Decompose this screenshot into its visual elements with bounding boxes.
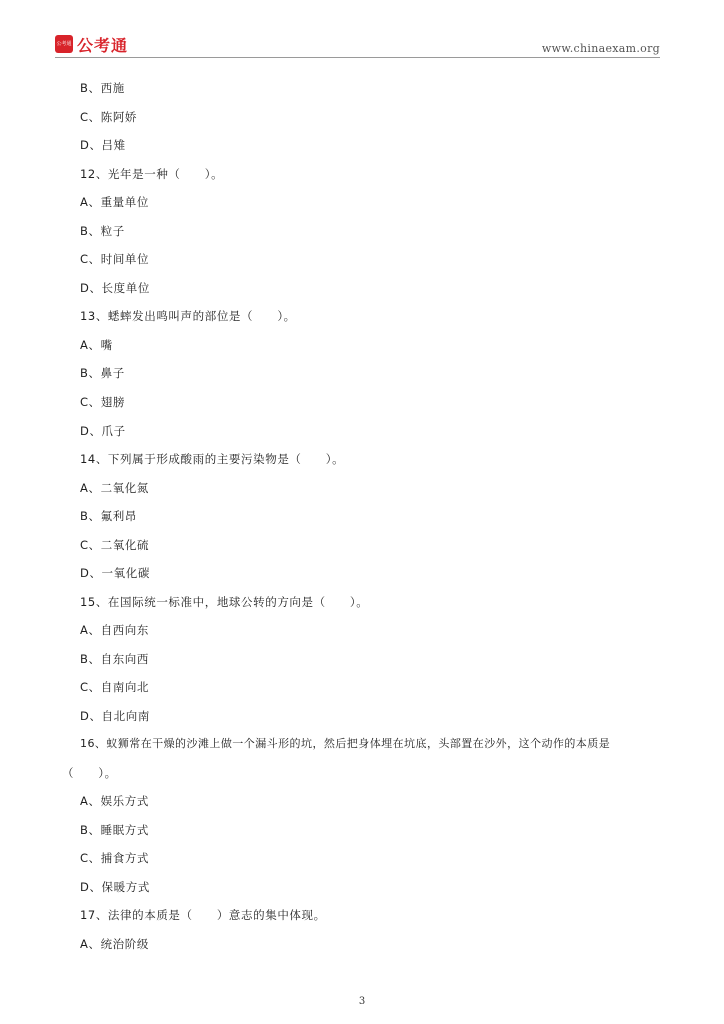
- question-line: 14、下列属于形成酸雨的主要污染物是（ ）。: [80, 452, 345, 466]
- option-line: B、自东向西: [80, 652, 149, 666]
- option-line: B、西施: [80, 81, 125, 95]
- logo-badge-icon: 公考通: [55, 35, 73, 53]
- option-line: C、翅膀: [80, 395, 125, 409]
- option-line: B、氟利昂: [80, 509, 137, 523]
- option-line: D、长度单位: [80, 281, 150, 295]
- logo: [55, 35, 128, 53]
- question-line: 17、法律的本质是（ ）意志的集中体现。: [80, 908, 326, 922]
- option-line: A、统治阶级: [80, 937, 149, 951]
- option-line: A、娱乐方式: [80, 794, 149, 808]
- option-line: C、时间单位: [80, 252, 150, 266]
- option-line: A、自西向东: [80, 623, 149, 637]
- question-line: 13、蟋蟀发出鸣叫声的部位是（ ）。: [80, 309, 296, 323]
- question-continuation: （ ）。: [62, 766, 117, 780]
- option-line: A、二氧化氮: [80, 481, 149, 495]
- option-line: D、爪子: [80, 424, 126, 438]
- option-line: B、鼻子: [80, 366, 125, 380]
- option-line: D、吕雉: [80, 138, 126, 152]
- option-line: D、自北向南: [80, 709, 150, 723]
- option-line: D、一氧化碳: [80, 566, 150, 580]
- option-line: D、保暖方式: [80, 880, 150, 894]
- page-number: 3: [358, 996, 366, 1007]
- option-line: B、粒子: [80, 224, 125, 238]
- page-header: [55, 33, 660, 58]
- option-line: C、二氧化硫: [80, 538, 150, 552]
- option-line: A、重量单位: [80, 195, 149, 209]
- site-url: www.chinaexam.org: [541, 42, 660, 55]
- question-line: 15、在国际统一标准中，地球公转的方向是（ ）。: [80, 595, 369, 609]
- option-line: C、陈阿娇: [80, 110, 138, 124]
- option-line: C、自南向北: [80, 680, 150, 694]
- option-line: C、捕食方式: [80, 851, 150, 865]
- option-line: A、嘴: [80, 338, 113, 352]
- question-line: 12、光年是一种（ ）。: [80, 167, 224, 181]
- question-line: 16、蚁狮常在干燥的沙滩上做一个漏斗形的坑，然后把身体埋在坑底，头部置在沙外，这个动作的本质是: [80, 737, 611, 750]
- logo-text: 公考通: [77, 35, 129, 55]
- option-line: B、睡眠方式: [80, 823, 149, 837]
